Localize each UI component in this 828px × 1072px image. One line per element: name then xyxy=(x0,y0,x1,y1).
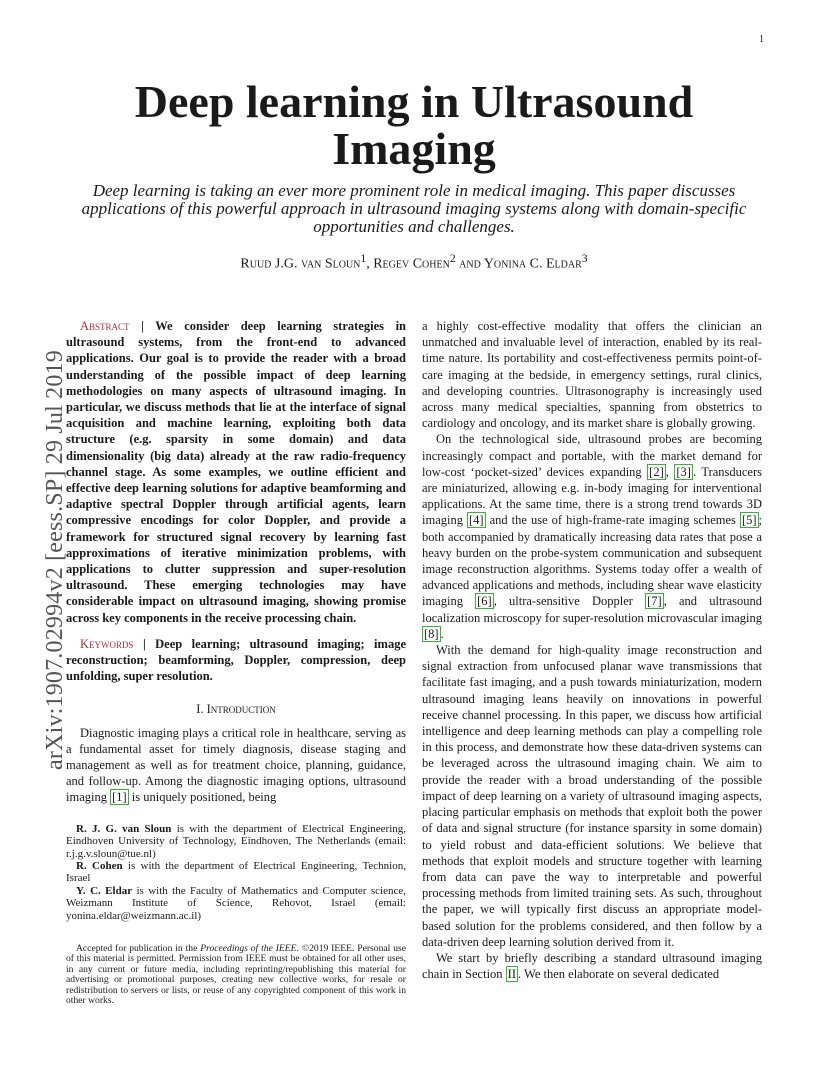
keywords-label: Keywords xyxy=(80,636,134,651)
right-paragraph-1: a highly cost-effective modality that offers the clinician an unmatched and invaluable level of interaction, enabled by its real-time nature. Its portability and cost-effectiveness permits point-of-care imaging at the bedside, in emergency settings, rural clinics, and developing countries. Ultrasonography is increasingly used across many medical specialties, spanning from obstetrics to cardiology and oncology, and its market share is globally growing. xyxy=(422,319,762,431)
section-reference-link[interactable]: II xyxy=(507,967,516,982)
author-1: Ruud J.G. van Sloun xyxy=(240,256,361,272)
footnote-author-3 xyxy=(66,885,406,922)
keywords xyxy=(66,636,406,685)
paragraph-text: ; both accompanied by dramatically increasing data rates that pose a heavy burden on the probe-system communication and subsequent image reconstruction algorithms. Systems today offer a wealth of advanced applications and methods, including shear wave elasticity imaging xyxy=(422,513,762,609)
footnote-text: is with the Faculty of Mathematics and Computer science, Weizmann Institute of Science, Rehovot, Israel (email: yonina.eldar@weizmann.ac.il) xyxy=(66,884,406,922)
author-separator: and xyxy=(455,256,484,272)
paragraph-text: and the use of high-frame-rate imaging schemes xyxy=(485,513,740,528)
footnote-text: is with the department of Electrical Engineering, Technion, Israel xyxy=(66,859,406,885)
author-line xyxy=(60,252,768,273)
citation-link-3[interactable]: [3] xyxy=(676,464,691,479)
section-heading-introduction xyxy=(66,701,406,717)
citation-link-8[interactable]: [8] xyxy=(424,626,439,641)
right-column xyxy=(422,318,762,982)
footnote-name: R. J. G. van Sloun xyxy=(76,822,172,835)
footnote-name: Y. C. Eldar xyxy=(76,884,133,897)
citation-link-6[interactable]: [6] xyxy=(477,594,492,609)
keywords-text: Deep learning; ultrasound imaging; image reconstruction; beamforming, Doppler, compression, deep unfolding, super resolution. xyxy=(66,636,406,684)
title-line-1: Deep learning in Ultrasound xyxy=(134,76,694,127)
author-2-affiliation: 2 xyxy=(449,252,456,265)
paragraph-text: , xyxy=(665,464,675,479)
footnote-author-2 xyxy=(66,860,406,885)
author-3-affiliation: 3 xyxy=(581,252,588,265)
keywords-separator: | xyxy=(133,636,156,651)
citation-link-2[interactable]: [2] xyxy=(649,464,664,479)
paragraph-text: We start by briefly describing a standard ultrasound imaging chain in Section xyxy=(422,950,762,982)
footnote-author-1 xyxy=(66,823,406,860)
section-number: I. xyxy=(196,702,207,717)
paragraph-text: On the technological side, ultrasound probes are becoming increasingly compact and portable, with the market demand for low-cost ‘pocket-sized’ devices expanding xyxy=(422,432,762,479)
author-2: Regev Cohen xyxy=(373,256,450,272)
journal-name: Proceedings of the IEEE xyxy=(200,942,297,954)
copyright-notice xyxy=(66,944,406,1006)
author-footnotes xyxy=(66,823,406,922)
paragraph-text: . Transducers are miniaturized, allowing e.g. in-body imaging for interventional applications. At the same time, there is a strong trend towards 3D imaging xyxy=(422,464,762,528)
citation-link-7[interactable]: [7] xyxy=(647,594,662,609)
right-paragraph-2 xyxy=(422,431,762,642)
paragraph-text: , and ultrasound localization microscopy for super-resolution microvascular imaging xyxy=(422,594,763,625)
right-paragraph-4 xyxy=(422,950,762,982)
abstract xyxy=(66,318,406,626)
intro-text-b: is uniquely positioned, being xyxy=(128,790,277,805)
footnote-text: is with the department of Electrical Engineering, Eindhoven University of Technology, Eindhoven, The Netherlands (email: r.j.g.v.sloun@tue.nl) xyxy=(66,822,406,860)
citation-link-1[interactable]: [1] xyxy=(112,790,127,805)
author-separator: , xyxy=(366,256,374,272)
paragraph-text: . xyxy=(440,626,444,641)
left-column xyxy=(66,318,406,1006)
title-line-2: Imaging xyxy=(332,123,496,174)
citation-link-5[interactable]: [5] xyxy=(741,513,757,528)
copyright-text-b: . ©2019 IEEE. Personal use of this material is permitted. Permission from IEEE must be obtained for all other uses, in any current or future media, including reprinting/republishing this material for advertising or promotional purposes, creating new collective works, for resale or redistribution to servers or lists, or reuse of any copyrighted component of this work in other works. xyxy=(66,942,406,1006)
paragraph-text: , ultra-sensitive Doppler xyxy=(493,594,646,609)
abstract-separator: | xyxy=(129,319,156,333)
paragraph-text: . We then elaborate on several dedicated xyxy=(518,967,720,982)
abstract-text: We consider deep learning strategies in ultrasound systems, from the front-end to advanced applications. Our goal is to provide the reader with a broad understanding of the possible impact of deep learning methodologies on many aspects of ultrasound imaging. In particular, we discuss methods that lie at the interface of signal acquisition and machine learning, exploiting both data structure (e.g. sparsity in some domain) and data dimensionality (big data) already at the raw radio-frequency channel stage. As some examples, we outline efficient and effective deep learning solutions for adaptive beamforming and adaptive spectral Doppler through artificial agents, learn compressive encodings for color Doppler, and provide a framework for structured signal recovery by learning fast approximations of iterative minimization problems, with applications to clutter suppression and super-resolution ultrasound. These emerging technologies may have considerable impact on ultrasound imaging, showing promise across key components in the receive processing chain. xyxy=(66,319,406,625)
footnote-name: R. Cohen xyxy=(76,859,123,872)
section-title: Introduction xyxy=(206,702,276,717)
intro-text-a: Diagnostic imaging plays a critical role in healthcare, serving as a fundamental asset for timely diagnosis, disease staging and management as well as for treatment choice, planning, guidance, and follow-up. Among the diagnostic imaging options, ultrasound imaging xyxy=(66,725,406,805)
intro-paragraph-1 xyxy=(66,725,406,806)
citation-link-4[interactable]: [4] xyxy=(469,513,484,528)
author-1-affiliation: 1 xyxy=(360,252,367,265)
author-3: Yonina C. Eldar xyxy=(483,256,582,272)
paper-subtitle: Deep learning is taking an ever more prominent role in medical imaging. This paper discusses applications of this powerful approach in ultrasound imaging systems along with domain-specific opportunities and challenges. xyxy=(81,181,747,236)
arxiv-identifier-stamp: arXiv:1907.02994v2 [eess.SP] 29 Jul 2019 xyxy=(42,350,68,770)
paper-title xyxy=(60,78,768,172)
right-paragraph-3: With the demand for high-quality image reconstruction and signal extraction from unfocused planar wave transmissions that facilitate fast imaging, and a push towards miniaturization, modern ultrasound imaging leans heavily on innovations in powerful receive channel processing. In this paper, we discuss how artificial intelligence and deep learning methods can play a compelling role in this process, and demonstrate how these data-driven systems can be leveraged across the ultrasound imaging chain. We aim to provide the reader with a broad understanding of the possible impact of deep learning on a variety of ultrasound imaging aspects, placing particular emphasis on methods that exploit both the power of data and signal structure (for instance sparsity in some domain) to yield robust and data-efficient solutions. We believe that methods that exploit models and structure together with learning from data can pave the way to interpretable and powerful processing methods from limited training sets. As such, throughout the paper, we will typically first discuss an appropriate model-based solution for the problems considered, and then follow by a data-driven deep learning solution derived from it. xyxy=(422,643,762,949)
copyright-text-a: Accepted for publication in the xyxy=(76,942,201,954)
page-number: 1 xyxy=(759,34,764,45)
abstract-label: Abstract xyxy=(80,319,130,333)
